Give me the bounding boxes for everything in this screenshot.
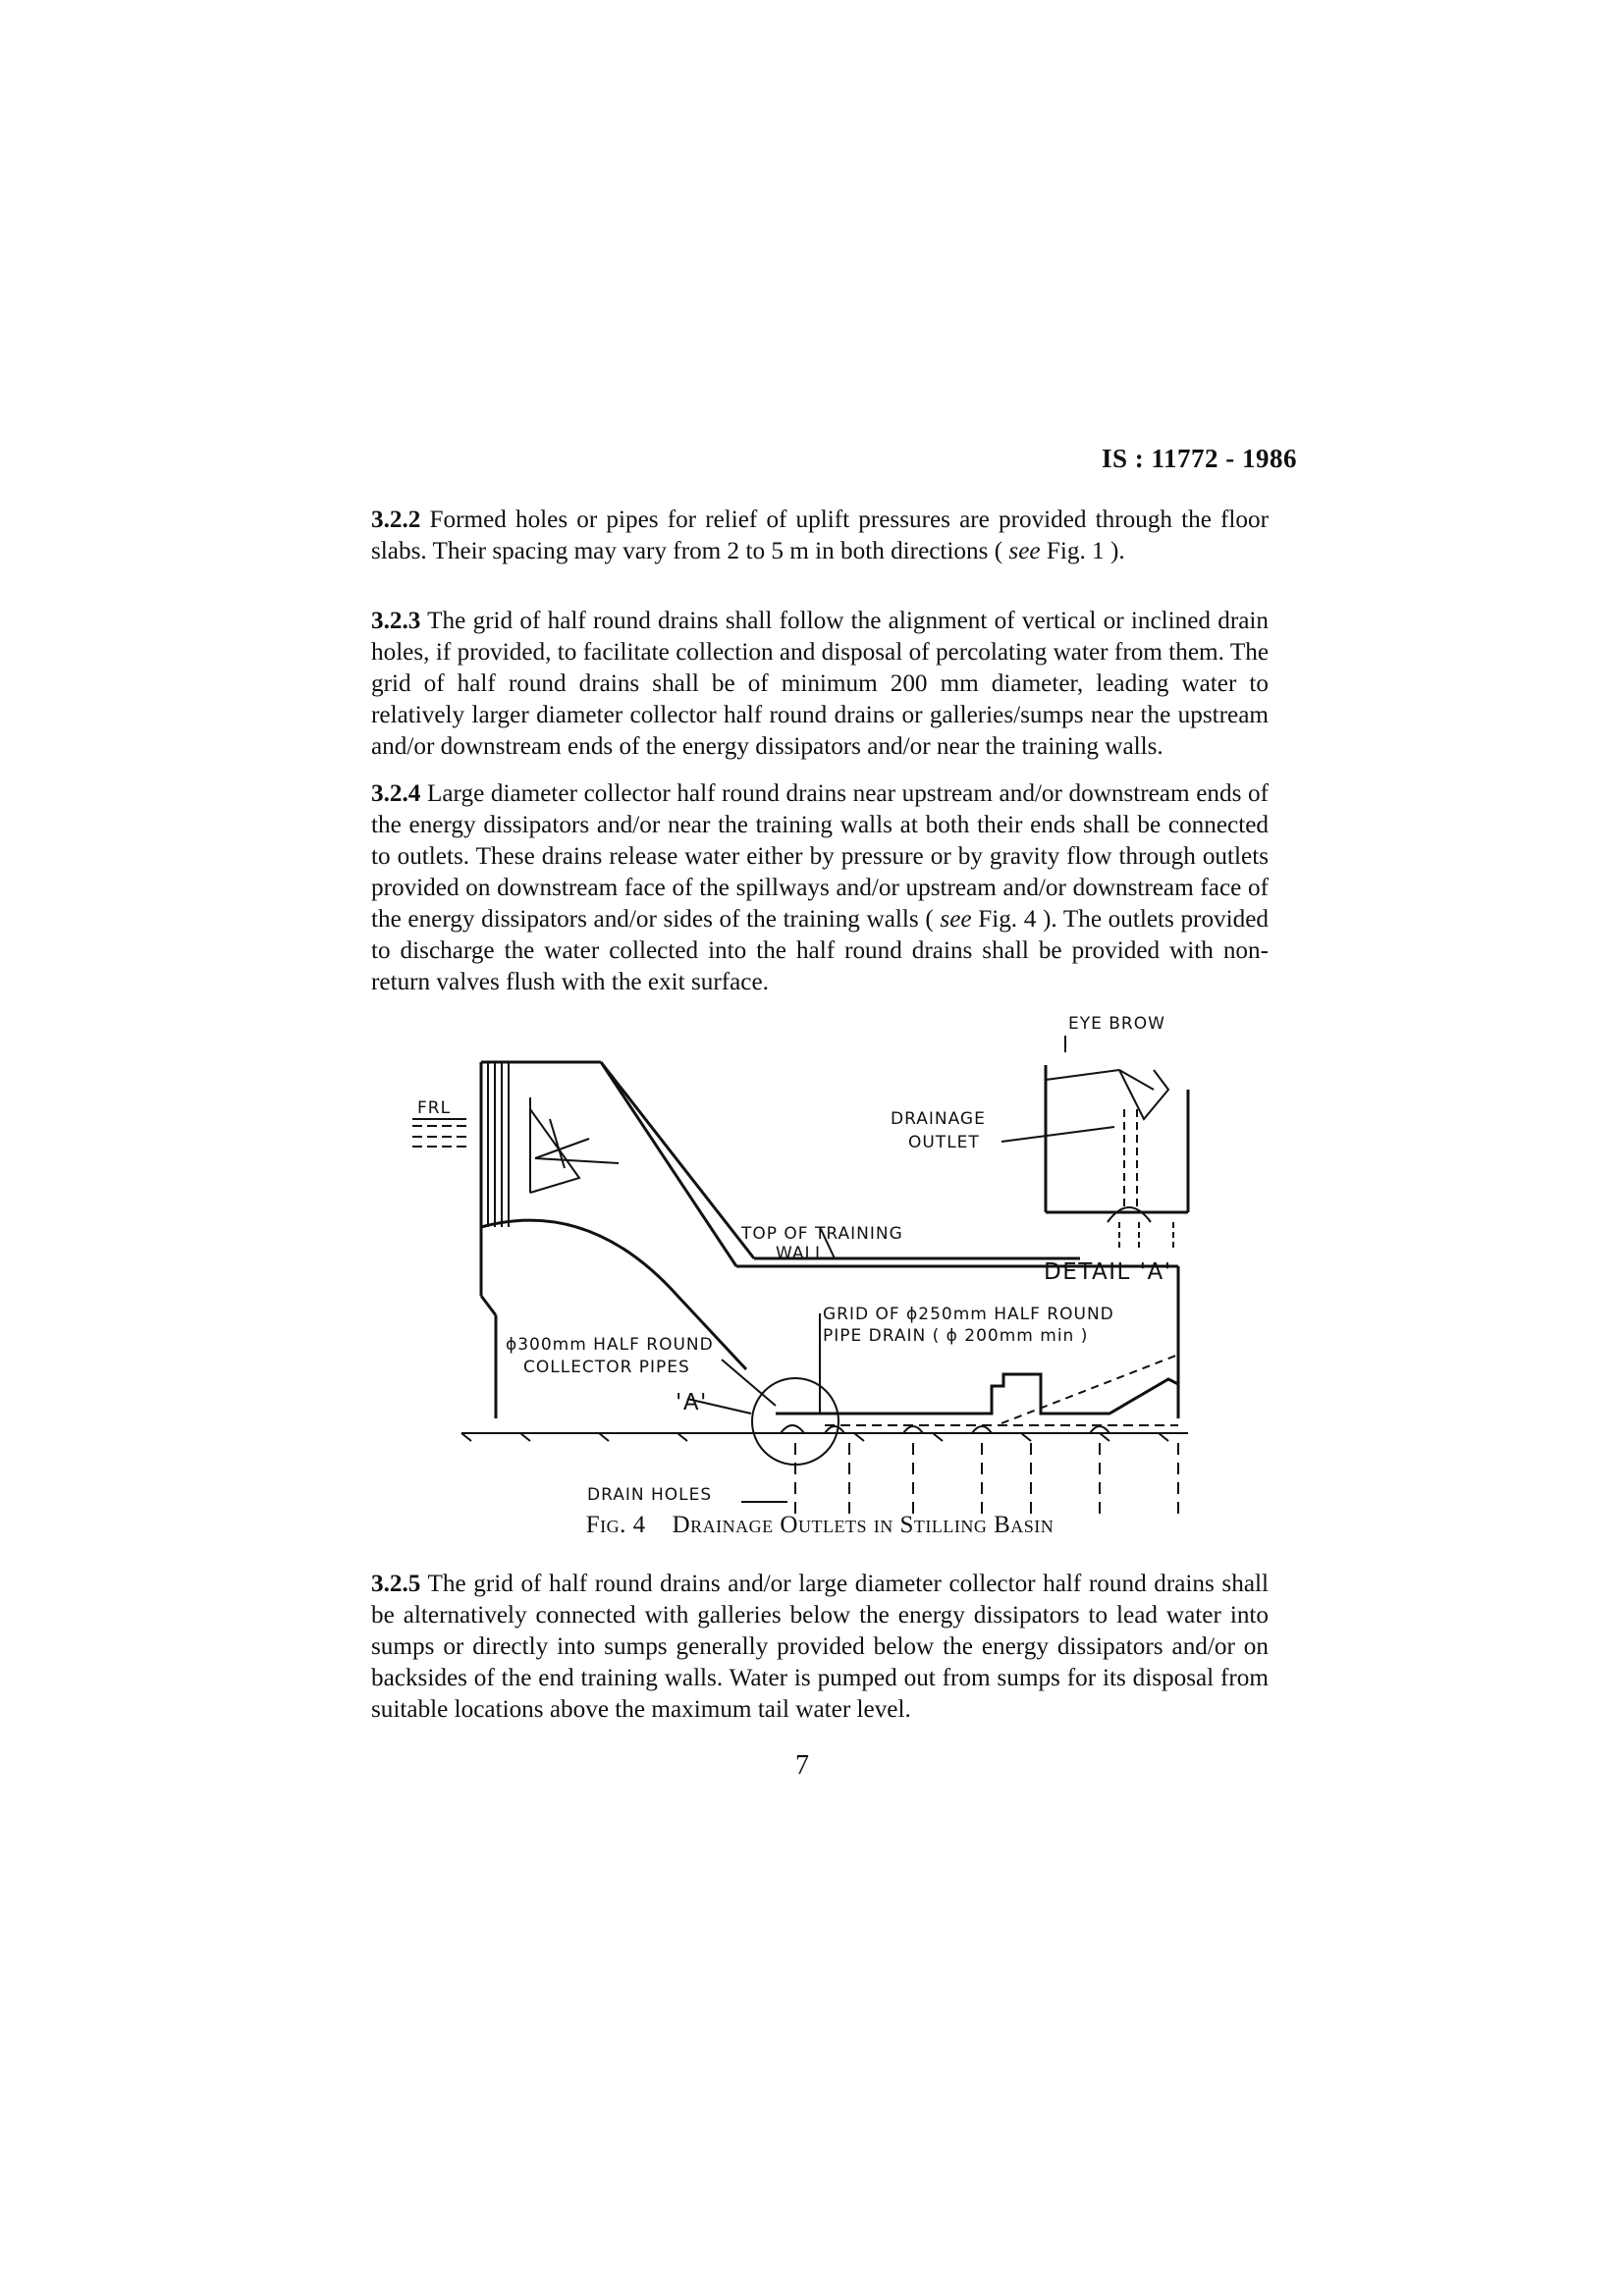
label-grid-1: GRID OF ɸ250mm HALF ROUND xyxy=(823,1305,1114,1324)
frl-water-symbol xyxy=(412,1119,466,1147)
figure-caption xyxy=(371,1512,1269,1539)
label-frl: FRL xyxy=(417,1098,452,1118)
section-text: The grid of half round drains and/or large diameter collector half round drains shall be alternatively connected with galleries below the energy dissipators to lead water into sumps or directly into sumps generally provided below the energy dissipators and/or on backsides of the end training walls. Water is pumped out from sumps for its disposal from suitable locations above the maximum tail water level. xyxy=(371,1571,1269,1723)
label-collector-2: COLLECTOR PIPES xyxy=(523,1358,690,1377)
section-text: Formed holes or pipes for relief of uplift pressures are provided through the floor slabs. Their spacing may vary from 2 to 5 m in both directions ( xyxy=(371,507,1269,564)
see-reference: see xyxy=(940,906,972,933)
section-number: 3.2.4 xyxy=(371,780,421,807)
section-number: 3.2.5 xyxy=(371,1571,421,1597)
figure-caption-prefix: Fig. 4 xyxy=(585,1512,646,1538)
label-eye-brow: EYE BROW xyxy=(1068,1014,1165,1034)
collector-leader xyxy=(722,1360,776,1406)
label-detail-a: DETAIL 'A' xyxy=(1044,1259,1172,1285)
see-reference: see xyxy=(1008,538,1041,564)
detail-a-drawing xyxy=(1001,1065,1188,1252)
section-tail: Fig. 1 ). xyxy=(1040,538,1125,564)
section-text: The grid of half round drains shall follow the alignment of vertical or inclined drain holes, if provided, to facilitate collection and disposal of percolating water from them. The grid of half round drains shall be of minimum 200 mm diameter, leading water to relatively larger diameter collector half round drains or galleries/sumps near the upstream and/or downstream ends of the energy dissipators and/or near the training walls. xyxy=(371,608,1269,760)
label-drainage-outlet-2: OUTLET xyxy=(908,1133,980,1152)
document-header: IS : 11772 - 1986 xyxy=(1102,444,1298,473)
label-top-training-2: WALL xyxy=(776,1244,826,1263)
section-number: 3.2.3 xyxy=(371,608,421,634)
section-tail: Fig. 4 ). The outlets provided to discharge the water collected into the half round drains shall be provided with non-return valves flush with the exit surface. xyxy=(371,906,1269,995)
label-collector-1: ɸ300mm HALF ROUND xyxy=(506,1335,714,1355)
label-grid-2: PIPE DRAIN ( ɸ 200mm min ) xyxy=(823,1326,1089,1346)
label-drainage-outlet-1: DRAINAGE xyxy=(891,1109,986,1129)
section-number: 3.2.2 xyxy=(371,507,421,533)
page-number: 7 xyxy=(795,1750,809,1781)
figure-caption-title: Drainage Outlets in Stilling Basin xyxy=(672,1512,1055,1538)
label-top-training-1: TOP OF TRAINING xyxy=(741,1224,903,1244)
label-drain-holes: DRAIN HOLES xyxy=(587,1485,713,1505)
section-text: Large diameter collector half round drains near upstream and/or downstream ends of the energy dissipators and/or near the training walls at both their ends shall be connected to outlets. These drains release water either by pressure or by gravity flow through outlets provided on downstream face of the spillways and/or upstream and/or downstream face of the energy dissipators and/or sides of the training walls ( xyxy=(371,780,1269,933)
label-a-marker: 'A' xyxy=(676,1390,708,1415)
section-3-2-5 xyxy=(371,1569,1269,1726)
